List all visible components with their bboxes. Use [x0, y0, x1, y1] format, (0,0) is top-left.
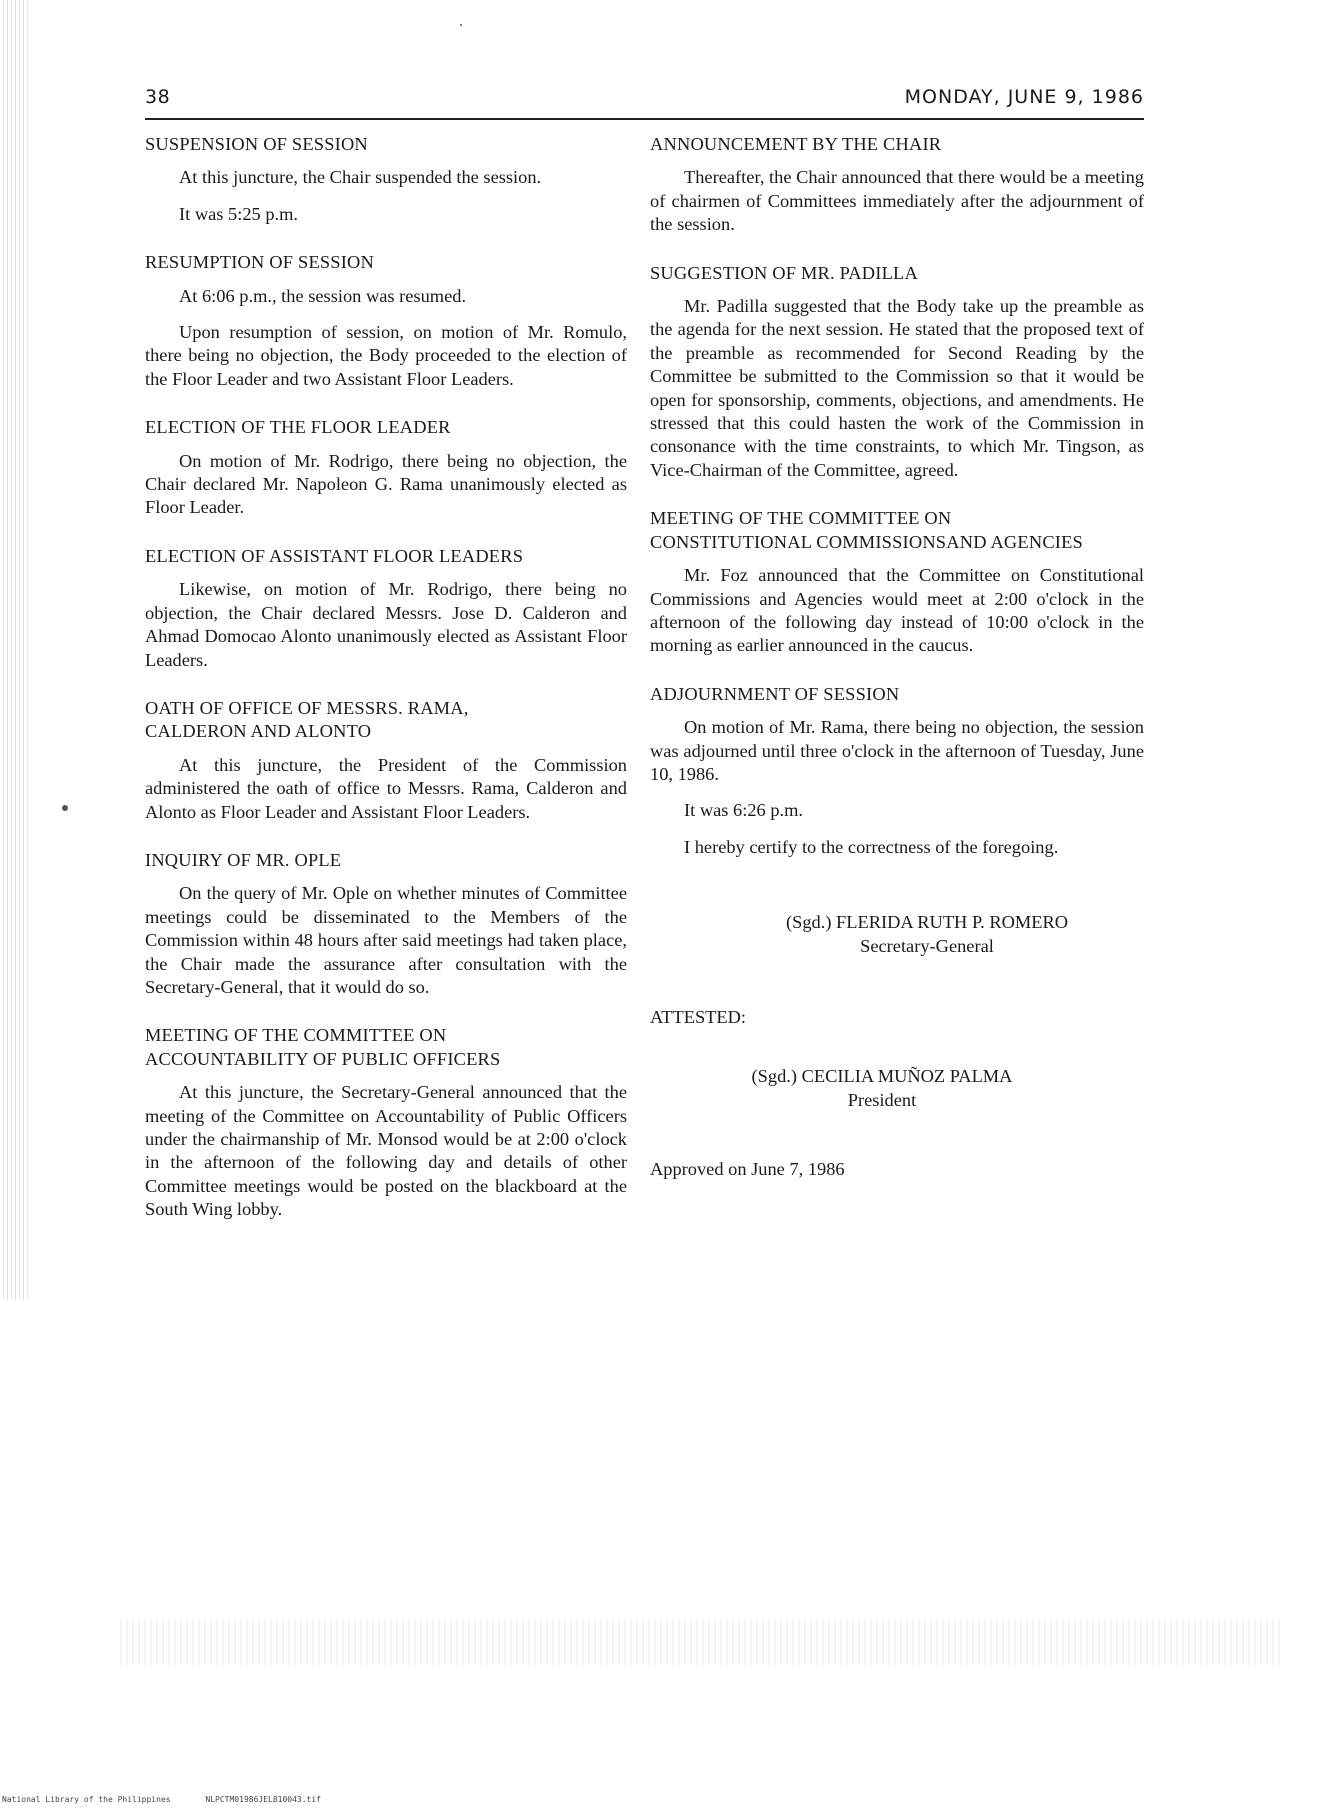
left-column	[145, 133, 627, 1247]
section-meeting-constitutional-commissions	[650, 507, 1144, 657]
binding-edge	[0, 0, 28, 1300]
section-heading: SUSPENSION OF SESSION	[145, 134, 368, 154]
scan-speck	[460, 24, 462, 26]
heading-line: CONSTITUTIONAL COMMISSIONSAND AGENCIES	[650, 531, 1083, 552]
section-heading: ADJOURNMENT OF SESSION	[650, 683, 900, 704]
section-inquiry-ople	[145, 849, 627, 999]
section-election-floor-leader	[145, 416, 627, 520]
heading-line: CALDERON AND ALONTO	[145, 721, 372, 742]
signatory-title: President	[847, 1089, 917, 1110]
paragraph: It was 6:26 p.m.	[684, 800, 804, 821]
signatory-name: (Sgd.) FLERIDA RUTH P. ROMERO	[785, 912, 1069, 933]
heading-line: OATH OF OFFICE OF MESSRS. RAMA,	[145, 697, 469, 718]
section-announcement-chair	[650, 133, 1144, 237]
paragraph: On motion of Mr. Rodrigo, there being no objection, the Chair declared Mr. Napoleon G. Rama unanimously elected as Floor Leader.	[145, 450, 627, 518]
section-heading	[145, 697, 627, 744]
paragraph: It was 5:25 p.m.	[179, 203, 299, 224]
page-number: 38	[145, 86, 171, 108]
page-date: MONDAY, JUNE 9, 1986	[904, 86, 1144, 108]
file-name: NLPCTM01986JEL810043.tif	[205, 1795, 321, 1804]
library-credit: National Library of the Philippines	[2, 1795, 171, 1804]
section-resumption	[145, 251, 627, 391]
paragraph: On motion of Mr. Rama, there being no objection, the session was adjourned until three o'clock in the afternoon of Tuesday, June 10, 1986.	[650, 717, 1144, 784]
attested-label: ATTESTED:	[650, 1006, 747, 1027]
section-meeting-accountability	[145, 1024, 627, 1221]
section-heading: ELECTION OF ASSISTANT FLOOR LEADERS	[145, 545, 524, 566]
section-heading	[145, 1024, 627, 1071]
scan-footer	[2, 1795, 351, 1804]
section-heading: RESUMPTION OF SESSION	[145, 252, 375, 273]
scan-speck	[62, 805, 68, 811]
section-oath-of-office	[145, 697, 627, 824]
signature-secretary-general	[650, 911, 1144, 958]
signatory-name: (Sgd.) CECILIA MUÑOZ PALMA	[751, 1066, 1013, 1087]
paragraph: Thereafter, the Chair announced that there would be a meeting of chairmen of Committees immediately after the adjournment of the session.	[650, 167, 1144, 235]
signatory-title: Secretary-General	[860, 935, 994, 956]
paragraph: At this juncture, the Secretary-General announced that the meeting of the Committee on Accountability of Public Officers under the chairmanship of Mr. Monsod would be at 2:00 o'clock in the afternoon of the following day and details of other Committee meetings would be posted on the blackboard at the South Wing lobby.	[145, 1082, 627, 1220]
section-heading: ELECTION OF THE FLOOR LEADER	[145, 417, 451, 438]
section-election-assistant-floor-leaders	[145, 545, 627, 672]
section-suggestion-padilla	[650, 262, 1144, 483]
heading-line: MEETING OF THE COMMITTEE ON	[650, 508, 952, 529]
page-header	[145, 86, 1144, 120]
section-heading: INQUIRY OF MR. OPLE	[145, 849, 342, 870]
paragraph: I hereby certify to the correctness of the foregoing.	[684, 836, 1059, 857]
paragraph: Likewise, on motion of Mr. Rodrigo, there being no objection, the Chair declared Messrs. Jose D. Calderon and Ahmad Domocao Alonto unanimously elected as Assistant Floor Leaders.	[145, 579, 627, 670]
section-heading: SUGGESTION OF MR. PADILLA	[650, 262, 918, 283]
approved-date: Approved on June 7, 1986	[650, 1159, 845, 1180]
section-suspension	[145, 133, 627, 226]
scan-noise	[120, 1620, 1280, 1665]
paragraph: At this juncture, the President of the Commission administered the oath of office to Messrs. Rama, Calderon and Alonto as Floor Leader and Assistant Floor Leaders.	[145, 754, 627, 822]
paragraph: Upon resumption of session, on motion of Mr. Romulo, there being no objection, the Body proceeded to the election of the Floor Leader and two Assistant Floor Leaders.	[145, 322, 627, 389]
paragraph: At 6:06 p.m., the session was resumed.	[179, 285, 467, 306]
section-adjournment	[650, 683, 1144, 859]
paragraph: At this juncture, the Chair suspended the session.	[179, 167, 542, 188]
section-heading	[650, 507, 1144, 554]
heading-line: MEETING OF THE COMMITTEE ON	[145, 1025, 447, 1046]
right-column	[650, 133, 1144, 1182]
heading-line: ACCOUNTABILITY OF PUBLIC OFFICERS	[145, 1048, 501, 1069]
paragraph: Mr. Padilla suggested that the Body take up the preamble as the agenda for the next session. He stated that the proposed text of the preamble as recommended for Second Reading by the Committee be submitted to the Commission so that it would be open for sponsorship, comments, objections, and amendments. He stressed that this could hasten the work of the Commission in consonance with the time constraints, to which Mr. Tingson, as Vice-Chairman of the Committee, agreed.	[650, 296, 1144, 480]
signature-president	[650, 1065, 1144, 1112]
paragraph: On the query of Mr. Ople on whether minutes of Committee meetings could be disseminated to the Members of the Commission within 48 hours after said meetings had taken place, the Chair made the assurance after consultation with the Secretary-General, that it would do so.	[145, 883, 627, 997]
section-heading: ANNOUNCEMENT BY THE CHAIR	[650, 134, 942, 154]
paragraph: Mr. Foz announced that the Committee on Constitutional Commissions and Agencies would meet at 2:00 o'clock in the afternoon of the following day instead of 10:00 o'clock in the morning as earlier announced in the caucus.	[650, 565, 1144, 656]
